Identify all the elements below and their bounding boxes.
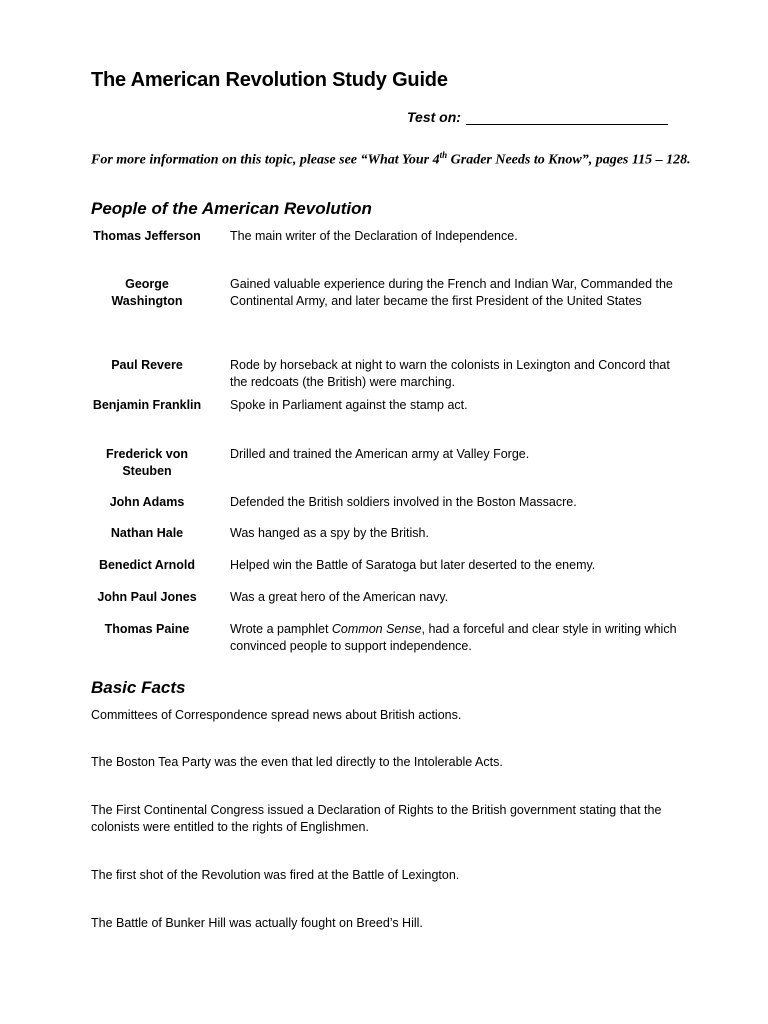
person-description: Drilled and trained the American army at Valley Forge.	[230, 447, 530, 461]
fact-item: The first shot of the Revolution was fired at the Battle of Lexington.	[91, 868, 460, 882]
person-name: Frederick von Steuben	[106, 447, 188, 478]
person-name: Benjamin Franklin	[92, 398, 202, 412]
reference-text-start: For more information on this topic, please see “What Your 4	[91, 152, 440, 168]
person-name: George Washington	[111, 277, 183, 308]
page-title: The American Revolution Study Guide	[91, 69, 448, 91]
fact-item: The Battle of Bunker Hill was actually fought on Breed’s Hill.	[91, 916, 423, 930]
description-text: Wrote a pamphlet	[230, 622, 332, 636]
fact-item: Committees of Correspondence spread news about British actions.	[91, 708, 462, 722]
person-name: John Adams	[109, 495, 185, 509]
reference-text-end: Grader Needs to Know”, pages 115 – 128.	[447, 152, 691, 168]
person-description: Spoke in Parliament against the stamp act.	[230, 398, 468, 412]
person-name: John Paul Jones	[97, 590, 197, 604]
description-text: , had a forceful and clear style in writing which convinced people to support independence.	[230, 622, 677, 653]
person-description: Defended the British soldiers involved in the Boston Massacre.	[230, 495, 577, 509]
person-name: Thomas Paine	[104, 622, 190, 636]
test-date-blank	[466, 108, 668, 125]
person-description	[230, 621, 680, 654]
reference-note	[91, 147, 691, 169]
fact-item: The First Continental Congress issued a Declaration of Rights to the British government stating that the colonists were entitled to the rights of Englishmen.	[91, 803, 662, 834]
person-description: The main writer of the Declaration of Independence.	[230, 229, 518, 243]
person-name: Thomas Jefferson	[93, 229, 201, 243]
facts-heading: Basic Facts	[91, 678, 186, 697]
test-on-label: Test on:	[407, 109, 461, 125]
pamphlet-title: Common Sense	[331, 622, 422, 636]
person-name: Nathan Hale	[110, 526, 184, 540]
person-description: Rode by horseback at night to warn the colonists in Lexington and Concord that the redcoats (the British) were marching.	[230, 358, 670, 389]
fact-item: The Boston Tea Party was the even that led directly to the Intolerable Acts.	[91, 755, 503, 769]
person-description: Helped win the Battle of Saratoga but later deserted to the enemy.	[230, 558, 596, 572]
person-name: Benedict Arnold	[98, 558, 196, 572]
reference-superscript: th	[439, 150, 448, 160]
test-on-field	[407, 108, 668, 125]
person-description: Gained valuable experience during the French and Indian War, Commanded the Continental Army, and later became the first President of the United States	[230, 277, 673, 308]
person-description: Was hanged as a spy by the British.	[230, 526, 429, 540]
people-heading: People of the American Revolution	[91, 199, 372, 218]
person-description: Was a great hero of the American navy.	[230, 590, 449, 604]
person-name: Paul Revere	[111, 358, 183, 372]
